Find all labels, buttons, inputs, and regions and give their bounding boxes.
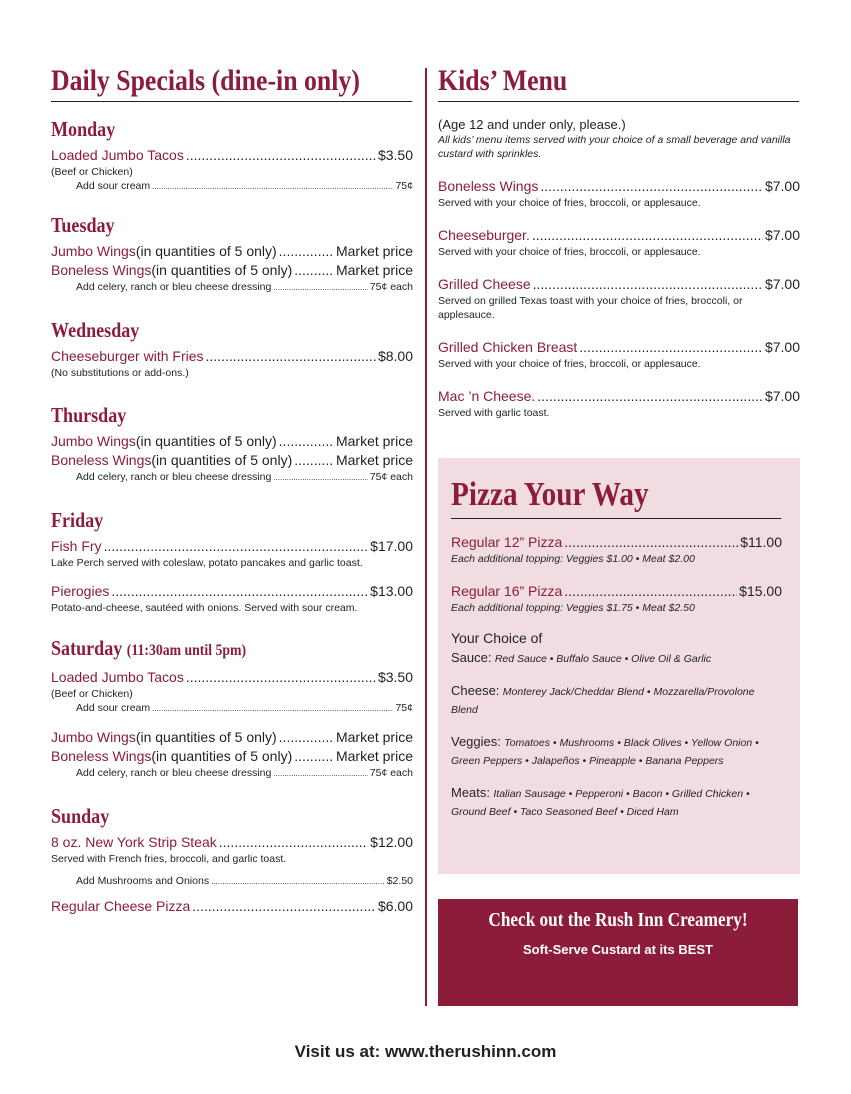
leader-dots [279,242,334,261]
leader-dots [564,582,737,601]
item-extra: (in quantities of 5 only) [135,243,277,259]
pizza-your-way-panel [438,458,800,874]
item-note: Each additional topping: Veggies $1.00 • Meat $2.00 [451,553,695,565]
meats-options [451,784,782,821]
item-name: Boneless Wings [51,262,152,278]
addon-price: 75¢ each [369,471,413,483]
addon-price: 75¢ [395,702,413,714]
wednesday-heading: Wednesday [51,318,140,342]
addon-label: Add sour cream [76,180,151,192]
item-name: Fish Fry [51,538,102,554]
item-note: Lake Perch served with coleslaw, potato pancakes and garlic toast. [51,557,363,569]
item-price: $7.00 [764,276,800,292]
item-name: Jumbo Wings [51,243,136,259]
item-note: (No substitutions or add-ons.) [51,367,189,379]
leader-dots [192,897,376,916]
leader-dots [294,451,334,470]
item-price: $7.00 [764,339,800,355]
menu-row [438,387,800,406]
menu-row [438,338,800,357]
sunday-heading: Sunday [51,804,110,828]
leader-dots [537,387,763,406]
saturday-heading [51,637,362,662]
item-price: $12.00 [370,834,413,850]
menu-row [451,533,782,552]
item-name: Mac ’n Cheese. [438,388,536,404]
item-price: $6.00 [377,898,413,914]
menu-row [51,728,413,747]
option-values: Monterey Jack/Cheddar Blend • Mozzarella/Provolone Blend [451,686,755,716]
item-price: $3.50 [377,669,413,685]
item-name: 8 oz. New York Strip Steak [51,834,217,850]
column-divider [425,68,427,1006]
leader-dots [532,226,763,245]
item-name: Regular Cheese Pizza [51,898,191,914]
item-price: $13.00 [370,583,413,599]
item-price: Market price [335,243,413,259]
item-note: (Beef or Chicken) [51,166,133,178]
choice-heading: Your Choice of [451,630,543,646]
menu-row [51,146,413,165]
leader-dots [152,701,393,716]
addon-price: 75¢ each [369,767,413,779]
sauce-options [451,649,782,668]
leader-dots [279,728,334,747]
leader-dots [104,537,369,556]
item-price: Market price [335,433,413,449]
option-label: Veggies: [451,734,501,749]
menu-row [451,582,782,601]
item-name: Cheeseburger with Fries [51,348,204,364]
menu-row [438,226,800,245]
option-values: Italian Sausage • Pepperoni • Bacon • Grilled Chicken • Ground Beef • Taco Seasoned Beef • Diced Ham [451,788,750,818]
item-price: $3.50 [377,147,413,163]
item-price: $17.00 [370,538,413,554]
kids-subnote: All kids’ menu items served with your choice of a small beverage and vanilla custard with sprinkles. [438,134,791,160]
item-note: Potato-and-cheese, sautéed with onions. Served with sour cream. [51,602,358,614]
addon-label: Add celery, ranch or bleu cheese dressing [76,281,272,293]
item-name: Loaded Jumbo Tacos [51,147,184,163]
addon-price: 75¢ [395,180,413,192]
item-name: Boneless Wings [51,748,152,764]
option-values: Red Sauce • Buffalo Sauce • Olive Oil & Garlic [494,653,712,665]
item-note: (Beef or Chicken) [51,688,133,700]
tuesday-heading: Tuesday [51,213,115,237]
item-note: Served with garlic toast. [438,407,550,419]
kids-menu-title: Kids’ Menu [438,66,799,102]
leader-dots [152,179,393,194]
saturday-hours: (11:30am until 5pm) [126,642,247,659]
menu-row [438,275,800,294]
addon-row [51,280,413,295]
addon-label: Add celery, ranch or bleu cheese dressing [76,471,272,483]
leader-dots [273,470,367,485]
leader-dots [273,280,367,295]
menu-row [51,537,413,556]
item-name: Boneless Wings [51,452,152,468]
leader-dots [186,668,376,687]
menu-row [51,242,413,261]
menu-row [51,451,413,470]
leader-dots [206,347,376,366]
addon-label: Add celery, ranch or bleu cheese dressing [76,767,272,779]
addon-price: 75¢ each [369,281,413,293]
kids-subtitle: (Age 12 and under only, please.) [438,117,626,132]
item-price: $7.00 [764,388,800,404]
addon-price: $2.50 [386,875,413,887]
item-price: $8.00 [377,348,413,364]
item-name: Boneless Wings [438,178,539,194]
item-note: Served with your choice of fries, broccoli, or applesauce. [438,358,701,370]
item-price: $7.00 [764,227,800,243]
kids-menu-column [438,66,800,420]
item-price: $7.00 [764,178,800,194]
item-name: Grilled Cheese [438,276,531,292]
item-price: Market price [335,748,413,764]
item-name: Loaded Jumbo Tacos [51,669,184,685]
item-name: Pierogies [51,583,110,599]
menu-row [51,747,413,766]
leader-dots [579,338,763,357]
menu-row [51,582,413,601]
item-extra: (in quantities of 5 only) [135,729,277,745]
item-extra: (in quantities of 5 only) [135,433,277,449]
addon-row [51,470,413,485]
item-note: Each additional topping: Veggies $1.75 • Meat $2.50 [451,602,695,614]
monday-heading: Monday [51,117,116,141]
leader-dots [186,146,376,165]
veggies-options [451,733,782,770]
creamery-subtitle: Soft-Serve Custard at its BEST [523,942,713,957]
item-name: Grilled Chicken Breast [438,339,578,355]
item-extra: (in quantities of 5 only) [151,452,293,468]
item-name: Cheeseburger. [438,227,530,243]
leader-dots [211,874,385,889]
item-note: Served on grilled Texas toast with your choice of fries, broccoli, or applesauce. [438,295,743,321]
footer-website: Visit us at: www.therushinn.com [294,1042,557,1061]
addon-row [51,701,413,716]
item-price: Market price [335,729,413,745]
menu-row [51,833,413,852]
menu-row [51,897,413,916]
menu-row [51,261,413,280]
menu-row [438,177,800,196]
friday-heading: Friday [51,508,104,532]
thursday-heading: Thursday [51,403,127,427]
daily-specials-title: Daily Specials (dine-in only) [51,66,412,102]
addon-row [51,179,413,194]
item-note: Served with your choice of fries, broccoli, or applesauce. [438,246,701,258]
leader-dots [533,275,763,294]
menu-row [51,668,413,687]
item-price: Market price [335,452,413,468]
option-label: Meats: [451,785,491,800]
addon-row [51,874,413,889]
menu-row [51,432,413,451]
item-note: Served with French fries, broccoli, and garlic toast. [51,853,287,865]
addon-label: Add sour cream [76,702,151,714]
leader-dots [540,177,763,196]
item-name: Jumbo Wings [51,729,136,745]
leader-dots [219,833,368,852]
leader-dots [111,582,368,601]
saturday-heading-text: Saturday [51,636,123,660]
daily-specials-column [51,66,413,916]
item-price: $15.00 [739,583,782,599]
addon-row [51,766,413,781]
option-label: Cheese: [451,683,500,698]
leader-dots [273,766,367,781]
item-name: Regular 12” Pizza [451,534,563,550]
addon-label: Add Mushrooms and Onions [76,875,210,887]
option-label: Sauce: [451,650,492,665]
item-note: Served with your choice of fries, broccoli, or applesauce. [438,197,701,209]
item-price: Market price [335,262,413,278]
option-values: Tomatoes • Mushrooms • Black Olives • Yellow Onion • Green Peppers • Jalapeños • Pineapple • Banana Peppers [451,737,759,767]
leader-dots [564,533,738,552]
item-name: Jumbo Wings [51,433,136,449]
creamery-banner [438,899,798,1006]
item-price: $11.00 [740,534,782,550]
creamery-title: Check out the Rush Inn Creamery! [488,909,748,931]
leader-dots [294,747,334,766]
item-extra: (in quantities of 5 only) [151,748,293,764]
pizza-title: Pizza Your Way [451,476,781,519]
item-name: Regular 16” Pizza [451,583,563,599]
leader-dots [279,432,334,451]
leader-dots [294,261,334,280]
item-extra: (in quantities of 5 only) [151,262,293,278]
cheese-options [451,682,782,719]
menu-row [51,347,413,366]
